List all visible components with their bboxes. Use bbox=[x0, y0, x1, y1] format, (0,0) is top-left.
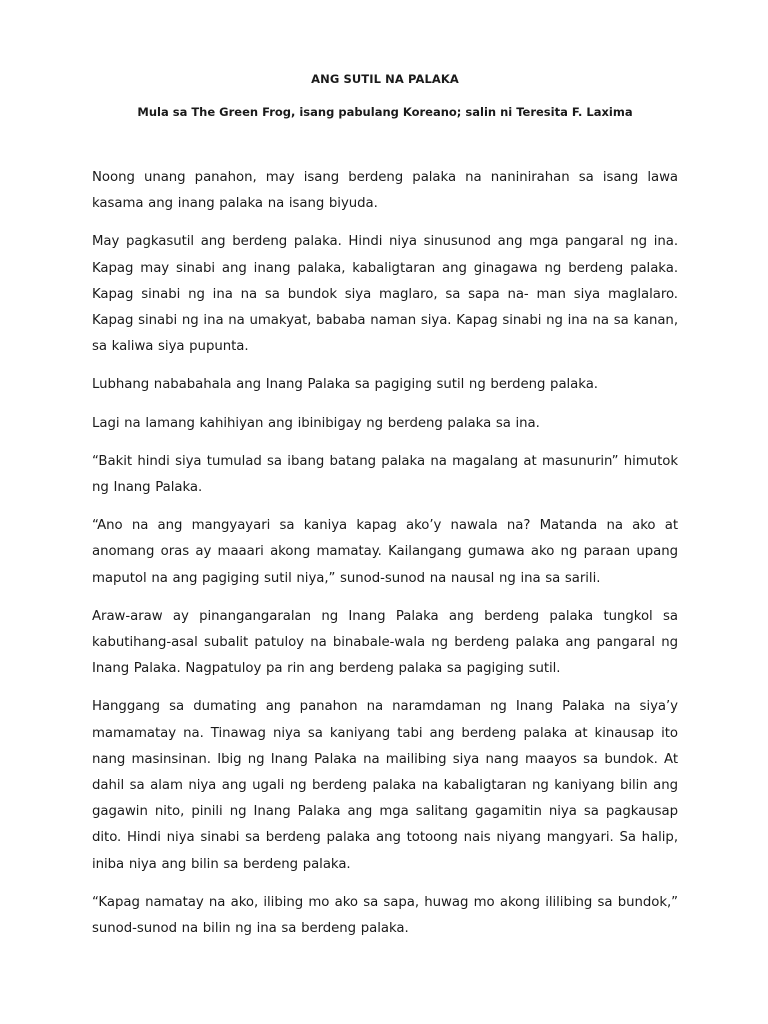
paragraph: Noong unang panahon, may isang berdeng palaka na naninirahan sa isang lawa kasama ang inang palaka na isang biyuda. bbox=[92, 170, 678, 212]
document-subtitle: Mula sa The Green Frog, isang pabulang Koreano; salin ni Teresita F. Laxima bbox=[137, 105, 633, 119]
paragraph: “Bakit hindi siya tumulad sa ibang batang palaka na magalang at masunurin” himutok ng Inang Palaka. bbox=[92, 453, 678, 496]
paragraph: “Kapag namatay na ako, ilibing mo ako sa sapa, huwag mo akong ililibing sa bundok,” sunod-sunod na bilin ng ina sa berdeng palaka. bbox=[92, 894, 678, 937]
paragraph: Lubhang nababahala ang Inang Palaka sa pagiging sutil ng berdeng palaka. bbox=[92, 377, 598, 393]
document-page bbox=[92, 70, 678, 954]
paragraph: Araw-araw ay pinangangaralan ng Inang Palaka ang berdeng palaka tungkol sa kabutihang-asal subalit patuloy na binabale-wala ng berdeng palaka ang pangaral ng Inang Palaka. Nagpatuloy pa rin ang berdeng palaka sa pagiging sutil. bbox=[92, 608, 678, 677]
document-body bbox=[92, 165, 678, 942]
paragraph: May pagkasutil ang berdeng palaka. Hindi niya sinusunod ang mga pangaral ng ina. Kapag may sinabi ang inang palaka, kabaligtaran ang ginagawa ng berdeng palaka. Kapag sinabi ng ina na sa bundok siya maglaro, sa sapa na- man siya maglalaro. Kapag sinabi ng ina na umakyat, bababa naman siya. Kapag sinabi ng ina na sa kanan, sa kaliwa siya pupunta. bbox=[92, 234, 678, 355]
document-title: ANG SUTIL NA PALAKA bbox=[311, 72, 459, 86]
paragraph: “Ano na ang mangyayari sa kaniya kapag ako’y nawala na? Matanda na ako at anomang oras ay maaari akong mamatay. Kailangang gumawa ako ng paraan upang maputol na ang pagiging sutil niya,” sunod-sunod na nausal ng ina sa sarili. bbox=[92, 518, 678, 586]
paragraph: Lagi na lamang kahihiyan ang ibinibigay ng berdeng palaka sa ina. bbox=[92, 415, 540, 431]
paragraph: Hanggang sa dumating ang panahon na naramdaman ng Inang Palaka na siya’y mamamatay na. Tinawag niya sa kaniyang tabi ang berdeng palaka at kinausap ito nang masinsinan. Ibig ng Inang Palaka na mailibing siya nang maayos sa bundok. At dahil sa alam niya ang ugali ng berdeng palaka na kabaligtaran ng kaniyang bilin ang gagawin nito, pinili ng Inang Palaka ang mga salitang gagamitin niya sa pagkausap dito. Hindi niya sinabi sa berdeng palaka ang totoong nais niyang mangyari. Sa halip, iniba niya ang bilin sa berdeng palaka. bbox=[92, 699, 678, 872]
